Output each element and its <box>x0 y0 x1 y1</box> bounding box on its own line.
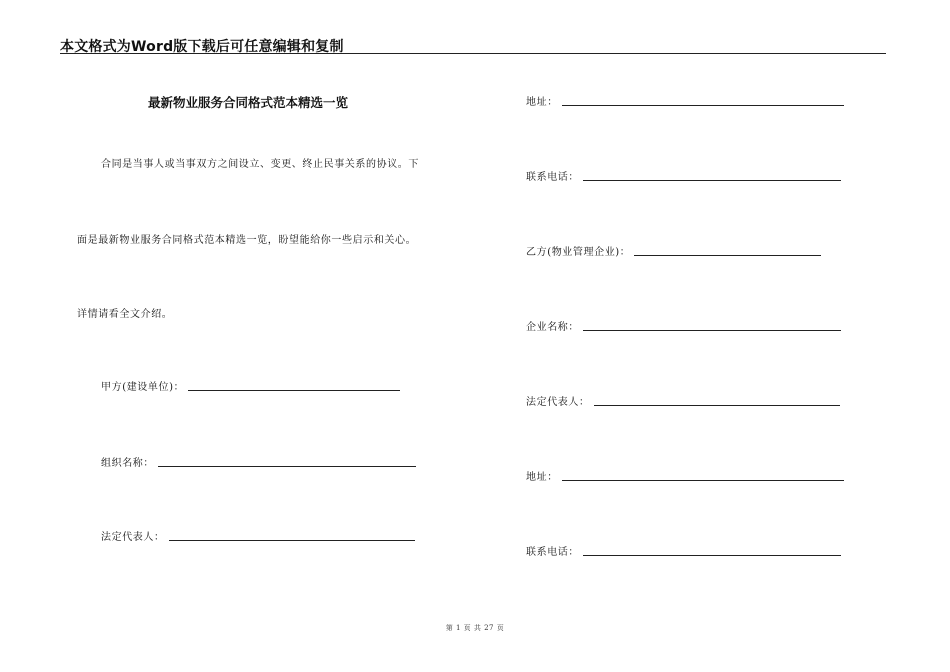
paragraph-line-1: 合同是当事人或当事双方之间设立、变更、终止民事关系的协议。下 <box>101 159 419 170</box>
field-label: 企业名称： <box>526 322 579 333</box>
field-phone-a <box>526 168 841 183</box>
field-label: 地址： <box>526 472 558 483</box>
blank-line <box>583 545 841 556</box>
field-party-a <box>101 378 400 393</box>
field-label: 乙方(物业管理企业)： <box>526 247 631 258</box>
field-company-name <box>526 318 841 333</box>
blank-line <box>562 95 844 106</box>
blank-line <box>583 320 841 331</box>
field-label: 法定代表人： <box>101 532 165 543</box>
field-address-a <box>526 93 844 108</box>
header-divider <box>60 53 886 54</box>
blank-line <box>158 456 416 467</box>
blank-line <box>594 395 840 406</box>
header-title: 本文格式为Word版下载后可任意编辑和复制 <box>60 39 344 55</box>
field-label: 地址： <box>526 97 558 108</box>
field-party-b <box>526 243 821 258</box>
document-title: 最新物业服务合同格式范本精选一览 <box>148 95 349 110</box>
field-label: 组织名称： <box>101 458 154 469</box>
field-label: 联系电话： <box>526 172 579 183</box>
blank-line <box>583 170 841 181</box>
field-phone-b <box>526 543 841 558</box>
blank-line <box>188 380 400 391</box>
field-label: 甲方(建设单位)： <box>101 382 185 393</box>
field-legal-representative-b <box>526 393 840 408</box>
field-label: 联系电话： <box>526 547 579 558</box>
field-legal-representative-a <box>101 528 415 543</box>
field-address-b <box>526 468 844 483</box>
paragraph-line-2: 面是最新物业服务合同格式范本精选一览，盼望能给你一些启示和关心。 <box>77 235 417 246</box>
page-number: 第 1 页 共 27 页 <box>445 624 505 632</box>
field-label: 法定代表人： <box>526 397 590 408</box>
paragraph-line-3: 详情请看全文介绍。 <box>77 309 173 320</box>
blank-line <box>562 470 844 481</box>
blank-line <box>634 245 821 256</box>
field-organization-name <box>101 454 416 469</box>
blank-line <box>169 530 415 541</box>
